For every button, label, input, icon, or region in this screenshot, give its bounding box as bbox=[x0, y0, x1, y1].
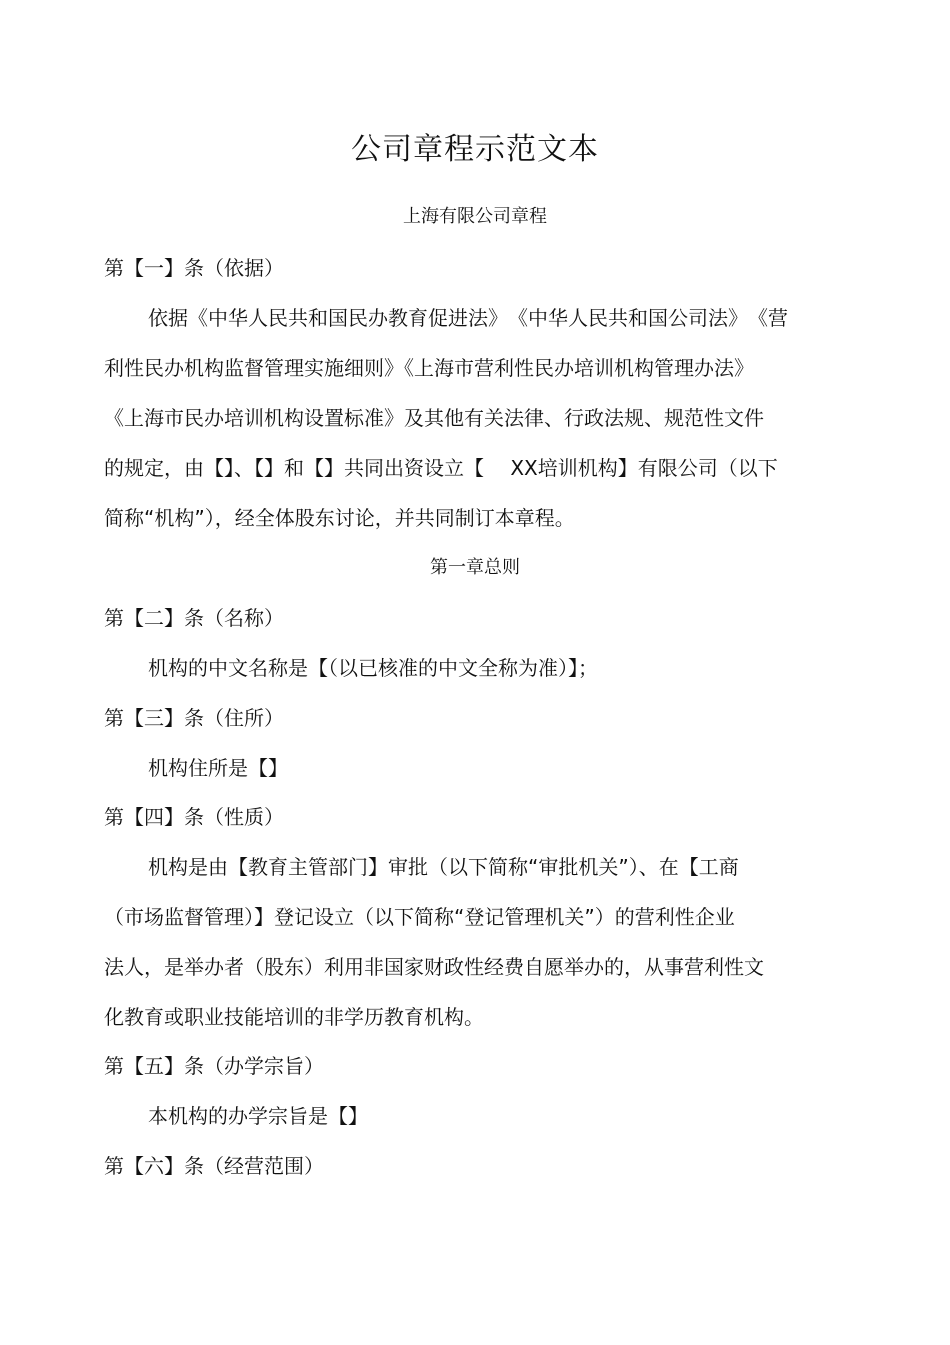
article-4-line-4: 化教育或职业技能培训的非学历教育机构。 bbox=[104, 1005, 484, 1029]
article-2-body: 机构的中文名称是【（以已核准的中文全称为准）】； bbox=[148, 656, 598, 680]
article-2-heading: 第【二】条（名称） bbox=[104, 606, 284, 630]
article-1-line-2: 利性民办机构监督管理实施细则》《上海市营利性民办培训机构管理办法》 bbox=[104, 356, 754, 380]
article-6-heading: 第【六】条（经营范围） bbox=[104, 1154, 324, 1178]
article-5-body: 本机构的办学宗旨是【】 bbox=[148, 1104, 368, 1128]
document-title: 公司章程示范文本 bbox=[351, 132, 599, 167]
article-3-body: 机构住所是【】 bbox=[148, 756, 288, 780]
article-4-line-3: 法人，是举办者（股东）利用非国家财政性经费自愿举办的，从事营利性文 bbox=[104, 955, 764, 979]
document-subtitle: 上海有限公司章程 bbox=[403, 206, 547, 227]
article-4-line-2: （市场监督管理）】登记设立（以下简称“登记管理机关”）的营利性企业 bbox=[104, 905, 735, 929]
chapter-1-heading: 第一章总则 bbox=[430, 557, 520, 578]
article-1-heading: 第【一】条（依据） bbox=[104, 256, 284, 280]
article-4-heading: 第【四】条（性质） bbox=[104, 805, 284, 829]
article-5-heading: 第【五】条（办学宗旨） bbox=[104, 1054, 324, 1078]
article-1-line-4: 的规定，由【】、【】和【】共同出资设立【 XX培训机构】有限公司（以下 bbox=[104, 456, 778, 480]
article-1-line-1: 依据《中华人民共和国民办教育促进法》 《中华人民共和国公司法》 《营 bbox=[148, 306, 788, 330]
article-1-line-3: 《上海市民办培训机构设置标准》及其他有关法律、行政法规、规范性文件 bbox=[104, 406, 764, 430]
article-1-line-5: 简称“机构”），经全体股东讨论，并共同制订本章程。 bbox=[104, 506, 575, 530]
article-4-line-1: 机构是由【教育主管部门】审批（以下简称“审批机关”）、在【工商 bbox=[148, 855, 739, 879]
article-3-heading: 第【三】条（住所） bbox=[104, 706, 284, 730]
